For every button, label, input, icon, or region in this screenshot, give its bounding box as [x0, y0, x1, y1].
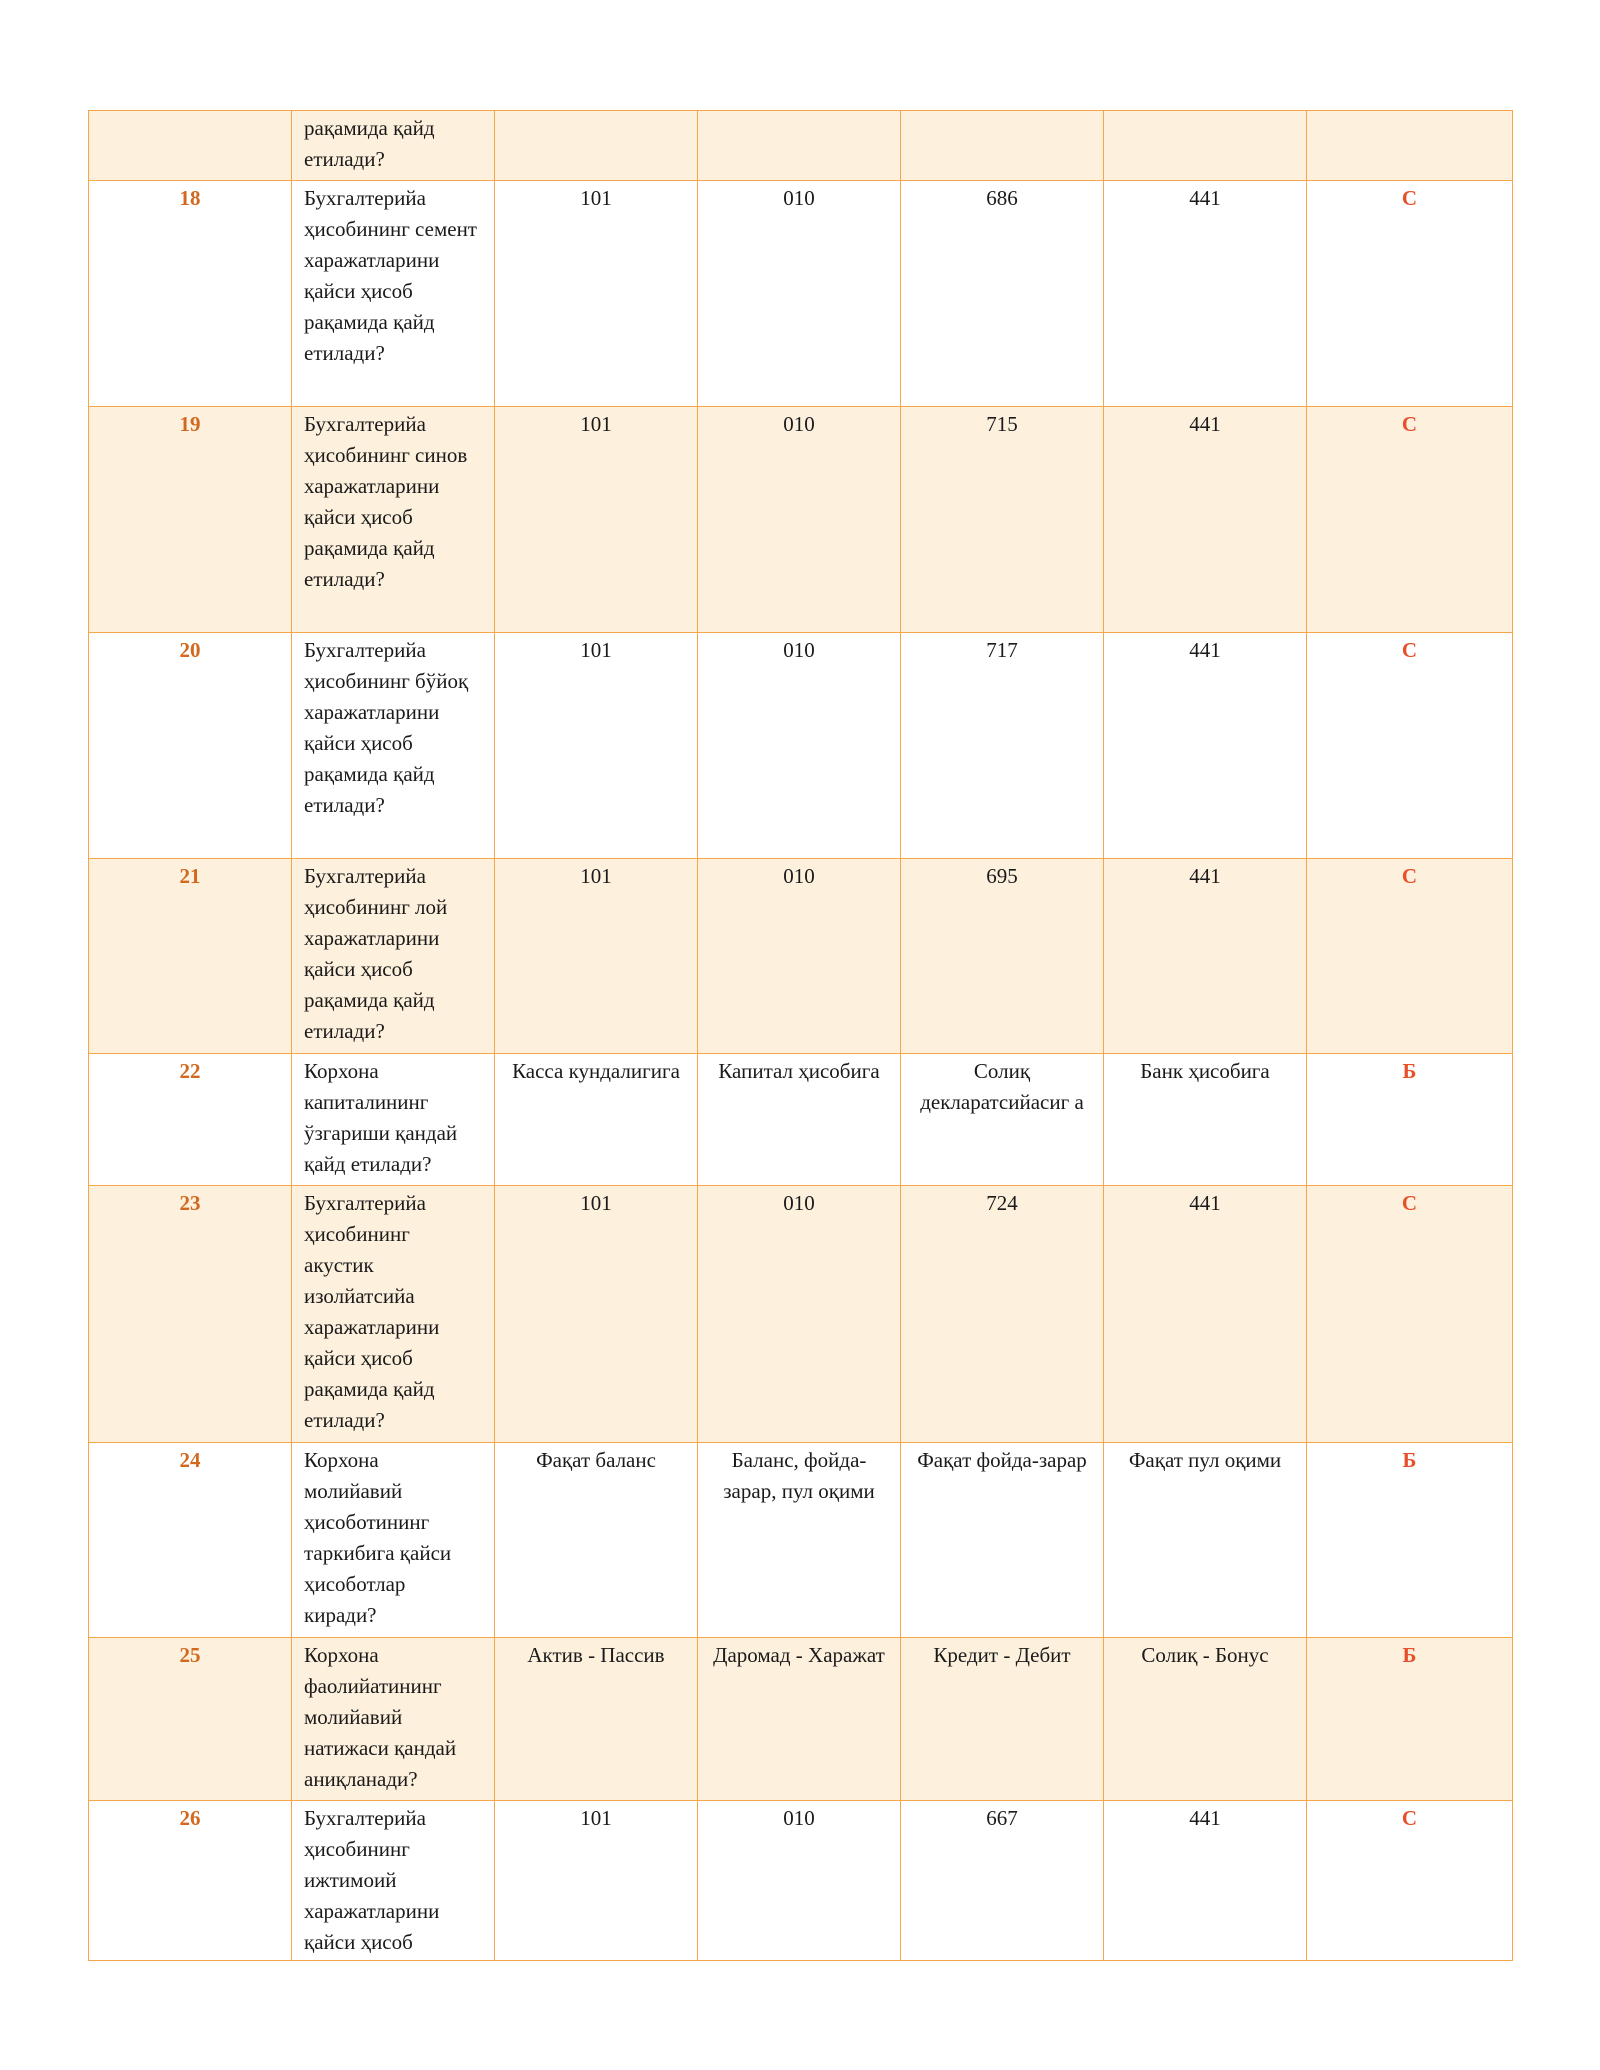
table-row	[89, 1443, 1513, 1638]
option-a: 101	[495, 1801, 698, 1961]
option-c: Фақат фойда-зарар	[901, 1443, 1104, 1638]
option-a: Актив - Пассив	[495, 1638, 698, 1801]
option-a: 101	[495, 1186, 698, 1443]
option-a: 101	[495, 407, 698, 633]
option-d: Солиқ - Бонус	[1104, 1638, 1307, 1801]
question-number: 18	[89, 181, 292, 407]
question-number: 21	[89, 859, 292, 1054]
question-number: 23	[89, 1186, 292, 1443]
correct-answer: С	[1307, 633, 1513, 859]
correct-answer: Б	[1307, 1443, 1513, 1638]
option-a	[495, 111, 698, 181]
table-row	[89, 633, 1513, 859]
option-d: 441	[1104, 407, 1307, 633]
correct-answer: С	[1307, 1801, 1513, 1961]
option-b: Даромад - Харажат	[698, 1638, 901, 1801]
option-c: Кредит - Дебит	[901, 1638, 1104, 1801]
option-b: 010	[698, 1801, 901, 1961]
table-row	[89, 859, 1513, 1054]
question-text: Корхона фаолийатининг молийавий натижаси қандай аниқланади?	[292, 1638, 495, 1801]
option-d: 441	[1104, 859, 1307, 1054]
question-text: Бухгалтерийа ҳисобининг бўйоқ харажатларини қайси ҳисоб рақамида қайд етилади?	[292, 633, 495, 859]
question-text: Бухгалтерийа ҳисобининг акустик изолйатсийа харажатларини қайси ҳисоб рақамида қайд етилади?	[292, 1186, 495, 1443]
correct-answer: С	[1307, 181, 1513, 407]
question-text: Корхона молийавий ҳисоботининг таркибига қайси ҳисоботлар киради?	[292, 1443, 495, 1638]
option-b: Баланс, фойда-зарар, пул оқими	[698, 1443, 901, 1638]
option-c: 715	[901, 407, 1104, 633]
option-b: 010	[698, 633, 901, 859]
option-d: 441	[1104, 1801, 1307, 1961]
option-c: 667	[901, 1801, 1104, 1961]
table-row	[89, 1801, 1513, 1961]
correct-answer: С	[1307, 407, 1513, 633]
option-c	[901, 111, 1104, 181]
question-text: Корхона капиталининг ўзгариши қандай қайд етилади?	[292, 1054, 495, 1186]
option-c: 724	[901, 1186, 1104, 1443]
correct-answer	[1307, 111, 1513, 181]
document-page	[88, 110, 1512, 1961]
correct-answer: С	[1307, 859, 1513, 1054]
option-b: 010	[698, 859, 901, 1054]
option-a: 101	[495, 633, 698, 859]
question-text: Бухгалтерийа ҳисобининг лой харажатларини қайси ҳисоб рақамида қайд етилади?	[292, 859, 495, 1054]
option-d	[1104, 111, 1307, 181]
questions-table-body	[89, 111, 1513, 1961]
option-c: Солиқ декларатсийасиг а	[901, 1054, 1104, 1186]
question-text: Бухгалтерийа ҳисобининг синов харажатларини қайси ҳисоб рақамида қайд етилади?	[292, 407, 495, 633]
option-b	[698, 111, 901, 181]
question-number	[89, 111, 292, 181]
option-d: Фақат пул оқими	[1104, 1443, 1307, 1638]
option-b: 010	[698, 407, 901, 633]
table-row	[89, 407, 1513, 633]
question-number: 24	[89, 1443, 292, 1638]
question-number: 22	[89, 1054, 292, 1186]
option-a: 101	[495, 859, 698, 1054]
option-a: 101	[495, 181, 698, 407]
option-d: 441	[1104, 633, 1307, 859]
question-text: Бухгалтерийа ҳисобининг ижтимоий харажатларини қайси ҳисоб	[292, 1801, 495, 1961]
table-row	[89, 181, 1513, 407]
option-a: Касса кундалигига	[495, 1054, 698, 1186]
option-b: 010	[698, 181, 901, 407]
question-number: 26	[89, 1801, 292, 1961]
option-d: Банк ҳисобига	[1104, 1054, 1307, 1186]
correct-answer: Б	[1307, 1638, 1513, 1801]
correct-answer: Б	[1307, 1054, 1513, 1186]
questions-table	[88, 110, 1513, 1961]
correct-answer: С	[1307, 1186, 1513, 1443]
table-row	[89, 1054, 1513, 1186]
option-d: 441	[1104, 181, 1307, 407]
question-text: Бухгалтерийа ҳисобининг семент харажатларини қайси ҳисоб рақамида қайд етилади?	[292, 181, 495, 407]
question-number: 19	[89, 407, 292, 633]
option-a: Фақат баланс	[495, 1443, 698, 1638]
question-number: 25	[89, 1638, 292, 1801]
option-b: Капитал ҳисобига	[698, 1054, 901, 1186]
option-c: 695	[901, 859, 1104, 1054]
question-number: 20	[89, 633, 292, 859]
option-d: 441	[1104, 1186, 1307, 1443]
question-text: рақамида қайд етилади?	[292, 111, 495, 181]
table-row	[89, 1186, 1513, 1443]
option-c: 717	[901, 633, 1104, 859]
table-row	[89, 111, 1513, 181]
table-row	[89, 1638, 1513, 1801]
option-c: 686	[901, 181, 1104, 407]
option-b: 010	[698, 1186, 901, 1443]
